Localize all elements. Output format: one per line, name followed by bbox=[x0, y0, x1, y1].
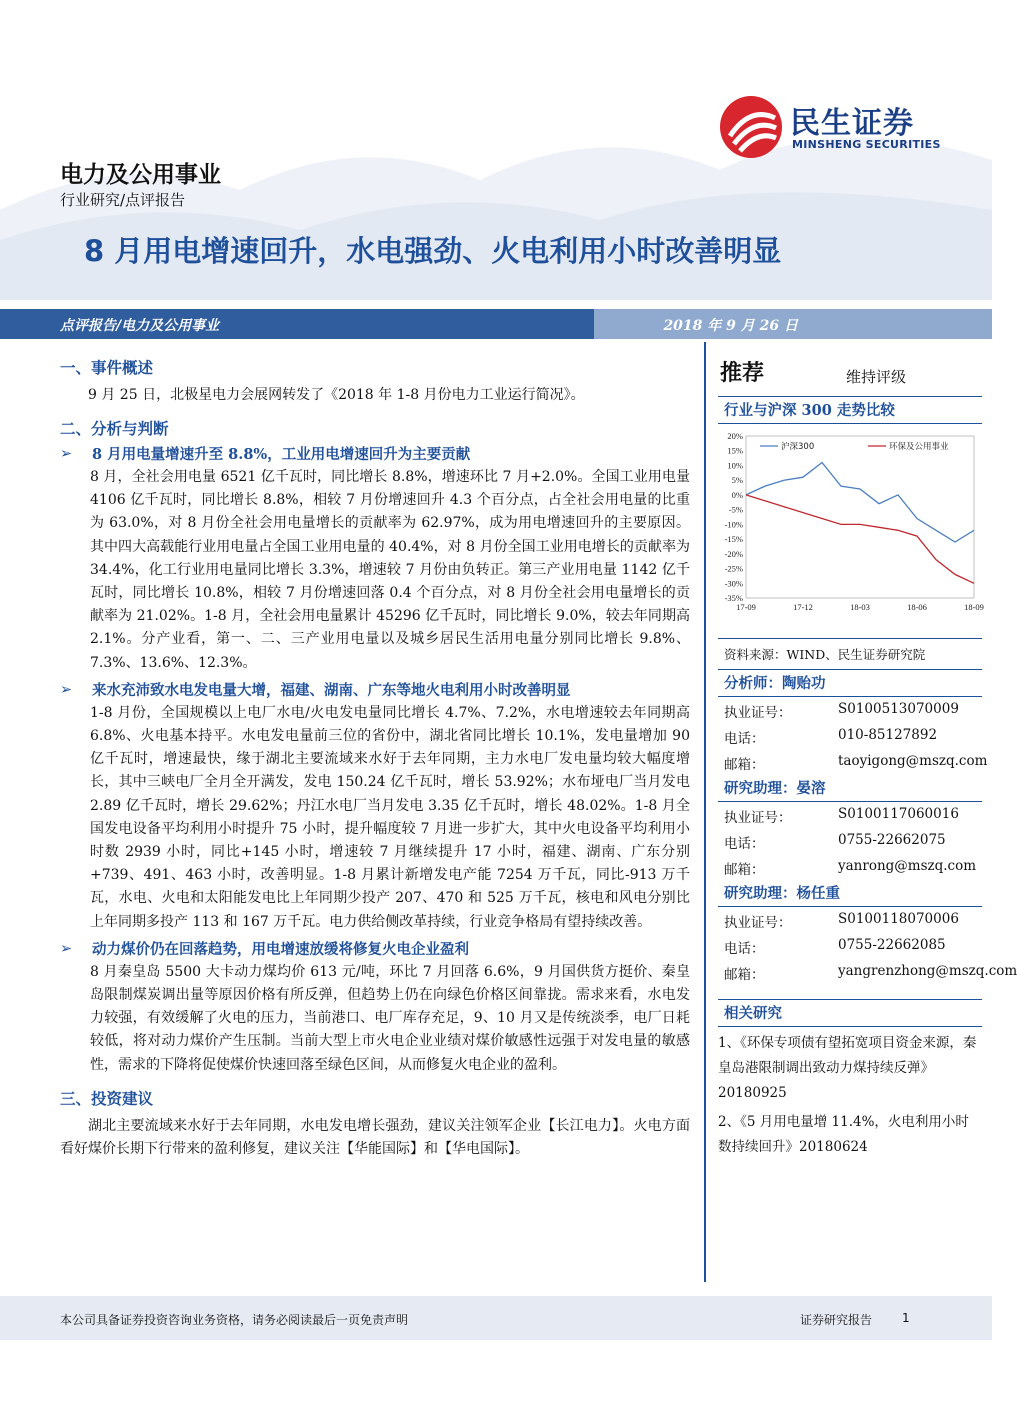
banner-date-area bbox=[594, 309, 992, 339]
legend-label: 沪深300 bbox=[781, 442, 815, 452]
report-type: 行业研究/点评报告 bbox=[60, 191, 186, 209]
x-tick-label: 18-09 bbox=[964, 602, 984, 612]
analyst-header: 分析师：陶贻功 bbox=[718, 669, 982, 697]
brand-logo bbox=[720, 96, 960, 156]
y-tick-label: -15% bbox=[724, 534, 743, 545]
report-title: 8 月用电增速回升，水电强劲、火电利用小时改善明显 bbox=[84, 234, 782, 268]
bullet-arrow-icon: ➢ bbox=[60, 940, 73, 957]
section-title: 一、事件概述 bbox=[60, 359, 154, 377]
bullet-heading bbox=[60, 679, 690, 702]
y-tick-label: 10% bbox=[727, 460, 743, 471]
footer-label: 证券研究报告 bbox=[800, 1313, 873, 1327]
bullet-heading-text: 来水充沛致水电发电量大增，福建、湖南、广东等地火电利用小时改善明显 bbox=[92, 681, 571, 699]
x-tick-label: 18-06 bbox=[907, 602, 927, 612]
sidebar bbox=[718, 356, 1017, 1160]
page-number: 1 bbox=[902, 1311, 910, 1325]
brand-name-en: MINSHENG SECURITIES bbox=[792, 138, 941, 151]
x-tick-label: 17-12 bbox=[793, 602, 813, 612]
series-line-1 bbox=[746, 495, 974, 583]
y-tick-label: -35% bbox=[724, 593, 743, 603]
y-tick-label: -30% bbox=[724, 578, 743, 589]
y-tick-label: 0% bbox=[731, 489, 743, 500]
series-line-0 bbox=[746, 463, 974, 543]
footer-disclaimer: 本公司具备证券投资咨询业务资格，请务必阅读最后一页免责声明 bbox=[60, 1313, 409, 1327]
plot-frame bbox=[746, 436, 974, 598]
y-tick-label: 15% bbox=[727, 445, 743, 456]
kv-row: 邮箱： yangrenzhong@mszq.com bbox=[724, 963, 1017, 983]
y-tick-label: -5% bbox=[728, 504, 743, 515]
y-tick-label: 20% bbox=[727, 431, 743, 441]
banner-category: 点评报告/电力及公用事业 bbox=[60, 318, 220, 334]
legend-label: 环保及公用事业 bbox=[889, 442, 949, 452]
y-tick-label: -25% bbox=[724, 563, 743, 574]
y-tick-label: -10% bbox=[724, 519, 743, 530]
brand-name-cn: 民生证券 bbox=[790, 106, 914, 141]
banner-bar bbox=[0, 309, 992, 339]
x-tick-label: 18-03 bbox=[850, 602, 870, 612]
kv-row: 执业证号： S0100513070009 bbox=[724, 701, 959, 721]
kv-row: 执业证号： S0100118070006 bbox=[724, 911, 959, 931]
assistant-header: 研究助理：晏溶 bbox=[718, 775, 982, 802]
chart-header: 行业与沪深 300 走势比较 bbox=[718, 396, 982, 424]
bullet-heading-text: 8 月用电量增速升至 8.8%，工业用电增速回升为主要贡献 bbox=[92, 446, 471, 463]
main-content bbox=[60, 356, 690, 1161]
paragraph: 9 月 25 日，北极星电力会展网转发了《2018 年 1-8 月份电力工业运行简况》。 bbox=[88, 387, 585, 403]
rating-sub: 维持评级 bbox=[846, 368, 907, 386]
logo-mark-icon bbox=[720, 96, 782, 158]
paragraph: 湖北主要流域来水好于去年同期，水电发电增长强劲，建议关注领军企业【长江电力】。火电方面看好煤价长期下行带来的盈利修复，建议关注【华能国际】和【华电国际】。 bbox=[60, 1117, 690, 1157]
bullet-arrow-icon: ➢ bbox=[60, 446, 73, 462]
kv-row: 电话： 0755-22662075 bbox=[724, 832, 946, 852]
paragraph: 1-8 月份，全国规模以上电厂水电/火电发电量同比增长 4.7%、7.2%，水电增速较去年同期高 6.8%、火电基本持平。水电发电量前三位的省份中，湖北省同比增长 10.1%，发电量增加 90 亿千瓦时，增速最快，缘于湖北主要流域来水好于去年同期，主力水电厂发电量均较大幅度增长，其中三峡电厂全月全开满发，发电 150.24 亿千瓦时，增长 53.92%；水布垭电厂当月发电 2.89 亿千瓦时，增长 29.62%；丹江水电厂当月发电 3.35 亿千瓦时，增长 48.02%。1-8 月全国发电设备平均利用小时提升 75 小时，提升幅度较 7 月进一步扩大，其中火电设备平均利用小时数 2939 小时，同比+145 小时，增速较 7 月继续提升 17 小时，福建、湖南、广东分别+739、491、463 小时，改善明显。1-8 月累计新增发电产能 7254 万千瓦，同比-913 万千瓦，水电、火电和太阳能发电比上年同期少投产 207、470 和 525 万千瓦，核电和风电分别比上年同期多投产 113 和 167 万千瓦。电力供给侧改革持续，行业竞争格局有望持续改善。 bbox=[90, 704, 690, 930]
industry-label: 电力及公用事业 bbox=[60, 162, 221, 188]
bullet-arrow-icon: ➢ bbox=[60, 681, 73, 698]
y-tick-label: 5% bbox=[731, 475, 743, 486]
x-tick-label: 17-09 bbox=[736, 602, 756, 612]
assistant-header: 研究助理：杨任重 bbox=[718, 880, 982, 907]
section-title: 三、投资建议 bbox=[60, 1089, 154, 1108]
report-date: 2018 年 9 月 26 日 bbox=[663, 318, 798, 334]
related-header: 相关研究 bbox=[718, 999, 982, 1027]
kv-row: 电话： 0755-22662085 bbox=[724, 937, 946, 957]
y-tick-label: -20% bbox=[724, 548, 743, 559]
section-title: 二、分析与判断 bbox=[60, 420, 169, 438]
rating-block bbox=[718, 356, 982, 396]
kv-row: 邮箱： taoyigong@mszq.com bbox=[724, 753, 988, 773]
related-item[interactable]: 2、《5 月用电量增 11.4%，火电利用小时数持续回升》20180624 bbox=[718, 1114, 969, 1155]
related-item[interactable]: 1、《环保专项债有望拓宽项目资金来源，秦皇岛港限制调出致动力煤持续反弹》20180925 bbox=[718, 1035, 977, 1101]
bullet-heading bbox=[60, 938, 690, 961]
column-divider bbox=[704, 342, 706, 1282]
source-text: 资料来源：WIND、民生证券研究院 bbox=[724, 647, 926, 662]
kv-row: 执业证号： S0100117060016 bbox=[724, 806, 959, 826]
kv-row: 邮箱： yanrong@mszq.com bbox=[724, 858, 977, 878]
bullet-heading-text: 动力煤价仍在回落趋势，用电增速放缓将修复火电企业盈利 bbox=[92, 940, 469, 958]
trend-chart bbox=[718, 428, 982, 638]
paragraph: 8 月秦皇岛 5500 大卡动力煤均价 613 元/吨，环比 7 月回落 6.6%，9 月国供货方挺价、秦皇岛限制煤炭调出量等原因价格有所反弹，但趋势上仍在向绿色价格区间靠拢。需求来看，水电发力较强，有效缓解了火电的压力，当前港口、电厂库存充足，9、10 月又是传统淡季，电厂日耗较低，将对动力煤价产生压制。当前大型上市火电企业业绩对煤价敏感性远强于对发电量的敏感性，需求的下降将促使煤价快速回落至绿色区间，从而修复火电企业的盈利。 bbox=[90, 963, 690, 1073]
source-note bbox=[718, 638, 982, 669]
rating: 推荐 bbox=[720, 361, 765, 386]
paragraph: 8 月，全社会用电量 6521 亿千瓦时，同比增长 8.8%，增速环比 7 月+2.0%。全国工业用电量 4106 亿千瓦时，同比增长 8.8%，相较 7 月份增速回升 4.3 个百分点，占全社会用电量的比重为 63.0%，对 8 月份全社会用电量增长的贡献率为 62.97%，成为用电增速回升的主要原因。其中四大高载能行业用电量占全国工业用电量的 40.4%，对 8 月份全国工业用电增长的贡献率为 34.4%，化工行业用电量同比增长 3.3%，增速较 7 月份由负转正。第三产业用电量 1142 亿千瓦时，同比增长 10.8%，相较 7 月份增速回落 0.4 个百分点，对 8 月份全社会用电量增长的贡献率为 21.02%。1-8 月，全社会用电量累计 45296 亿千瓦时，同比增长 9.0%，较去年同期高 2.1%。分产业看，第一、二、三产业用电量以及城乡居民生活用电量分别同比增长 9.8%、7.3%、13.6%、12.3%。 bbox=[90, 469, 690, 671]
footer bbox=[0, 1296, 992, 1340]
trend-chart-svg bbox=[718, 428, 982, 638]
kv-row: 电话： 010-85127892 bbox=[724, 727, 938, 747]
bullet-heading bbox=[60, 443, 690, 466]
